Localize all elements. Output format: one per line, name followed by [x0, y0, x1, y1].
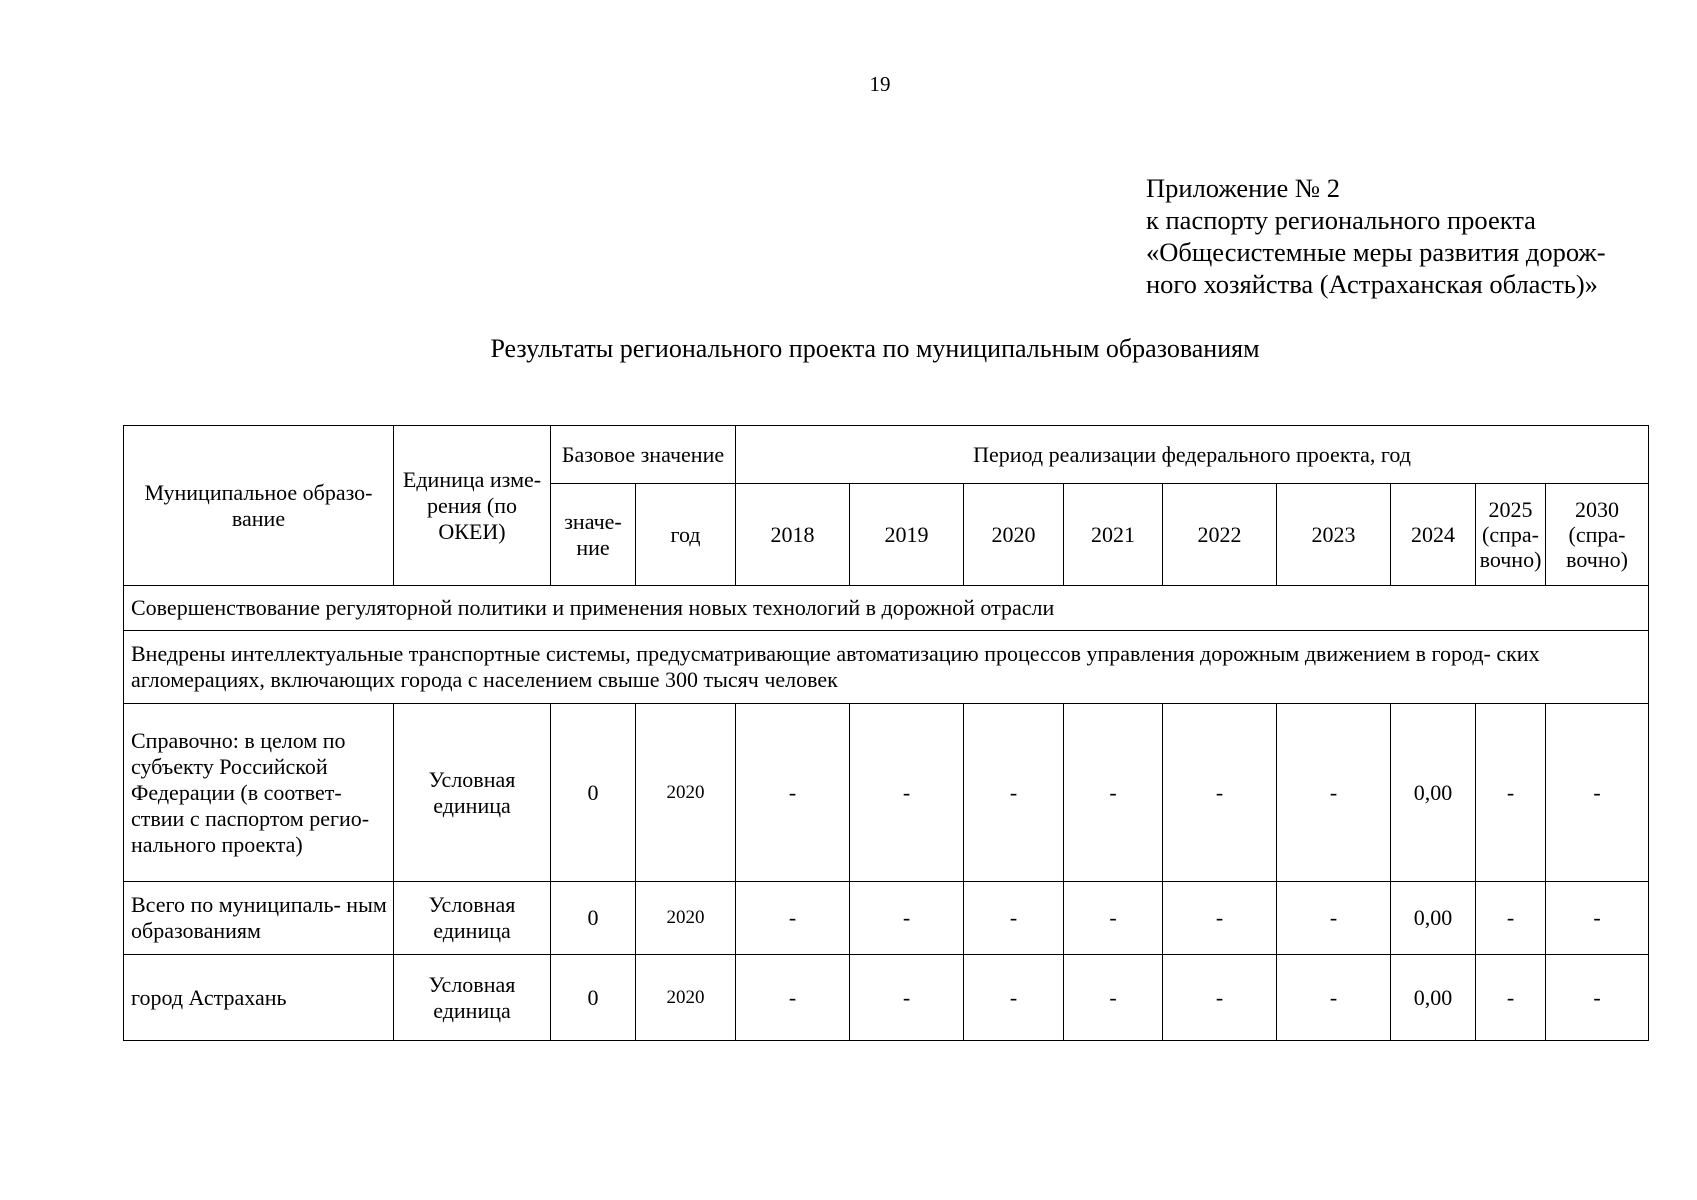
row-year-2022: -: [1163, 704, 1277, 882]
row-municipality: город Астрахань: [124, 955, 394, 1041]
row-year-2019: -: [850, 704, 964, 882]
document-title: Результаты регионального проекта по муниципальным образованиям: [490, 334, 1260, 363]
header-period: Период реализации федерального проекта, год: [736, 426, 1649, 484]
row-year-2020: -: [964, 704, 1064, 882]
results-table: [123, 425, 1649, 1041]
row-year-2023: -: [1277, 955, 1391, 1041]
appendix-line-4: ного хозяйства (Астраханская область)»: [1146, 269, 1598, 299]
row-year-2019: -: [850, 882, 964, 955]
row-unit: Условная единица: [394, 955, 551, 1041]
row-year-2024: 0,00: [1391, 704, 1476, 882]
row-year-2018: -: [736, 704, 850, 882]
row-year-2020: -: [964, 882, 1064, 955]
row-year-2021: -: [1064, 882, 1163, 955]
section-title-2: Внедрены интеллектуальные транспортные системы, предусматривающие автоматизацию процессов управления дорожным движением в город- ских агломерациях, включающих города с населением свыше 300 тысяч человек: [124, 631, 1649, 704]
header-year-2024: 2024: [1391, 484, 1476, 586]
row-base-value: 0: [551, 955, 636, 1041]
header-ref-2030: 2030 (спра- вочно): [1546, 484, 1649, 586]
row-base-year: 2020: [636, 955, 736, 1041]
section-row-1: [124, 586, 1649, 631]
row-year-2023: -: [1277, 882, 1391, 955]
page-number: 19: [869, 72, 891, 96]
row-year-2018: -: [736, 955, 850, 1041]
header-year-2019: 2019: [850, 484, 964, 586]
section-title-1: Совершенствование регуляторной политики и применения новых технологий в дорожной отрасли: [124, 586, 1649, 631]
header-base-year: год: [636, 484, 736, 586]
row-ref-2030: -: [1546, 704, 1649, 882]
row-year-2020: -: [964, 955, 1064, 1041]
section-row-2: [124, 631, 1649, 704]
header-year-2021: 2021: [1064, 484, 1163, 586]
header-base: Базовое значение: [551, 426, 736, 484]
row-ref-2025: -: [1476, 882, 1546, 955]
row-unit: Условная единица: [394, 882, 551, 955]
header-year-2020: 2020: [964, 484, 1064, 586]
header-year-2018: 2018: [736, 484, 850, 586]
header-year-2022: 2022: [1163, 484, 1277, 586]
row-year-2019: -: [850, 955, 964, 1041]
row-municipality: Справочно: в целом по субъекту Российской Федерации (в соответ- ствии с паспортом регио- нального проекта): [124, 704, 394, 882]
row-ref-2030: -: [1546, 955, 1649, 1041]
row-base-value: 0: [551, 704, 636, 882]
header-ref-2025: 2025 (спра- вочно): [1476, 484, 1546, 586]
table-row: [124, 882, 1649, 955]
appendix-line-3: «Общесистемные меры развития дорож-: [1146, 237, 1606, 267]
row-year-2024: 0,00: [1391, 955, 1476, 1041]
row-year-2022: -: [1163, 882, 1277, 955]
row-year-2021: -: [1064, 704, 1163, 882]
row-year-2018: -: [736, 882, 850, 955]
row-unit: Условная единица: [394, 704, 551, 882]
table-row: [124, 955, 1649, 1041]
appendix-line-2: к паспорту регионального проекта: [1146, 205, 1536, 235]
appendix-block: [1146, 172, 1606, 300]
row-municipality: Всего по муниципаль- ным образованиям: [124, 882, 394, 955]
row-ref-2030: -: [1546, 882, 1649, 955]
row-base-value: 0: [551, 882, 636, 955]
row-base-year: 2020: [636, 704, 736, 882]
header-year-2023: 2023: [1277, 484, 1391, 586]
row-year-2021: -: [1064, 955, 1163, 1041]
appendix-line-1: Приложение № 2: [1146, 173, 1341, 203]
row-ref-2025: -: [1476, 704, 1546, 882]
row-base-year: 2020: [636, 882, 736, 955]
header-unit: Единица изме- рения (по ОКЕИ): [394, 426, 551, 586]
row-year-2024: 0,00: [1391, 882, 1476, 955]
table-row: [124, 704, 1649, 882]
row-year-2023: -: [1277, 704, 1391, 882]
header-row-1: [124, 426, 1649, 484]
header-base-value: значе- ние: [551, 484, 636, 586]
row-ref-2025: -: [1476, 955, 1546, 1041]
row-year-2022: -: [1163, 955, 1277, 1041]
header-municipality: Муниципальное образо- вание: [124, 426, 394, 586]
